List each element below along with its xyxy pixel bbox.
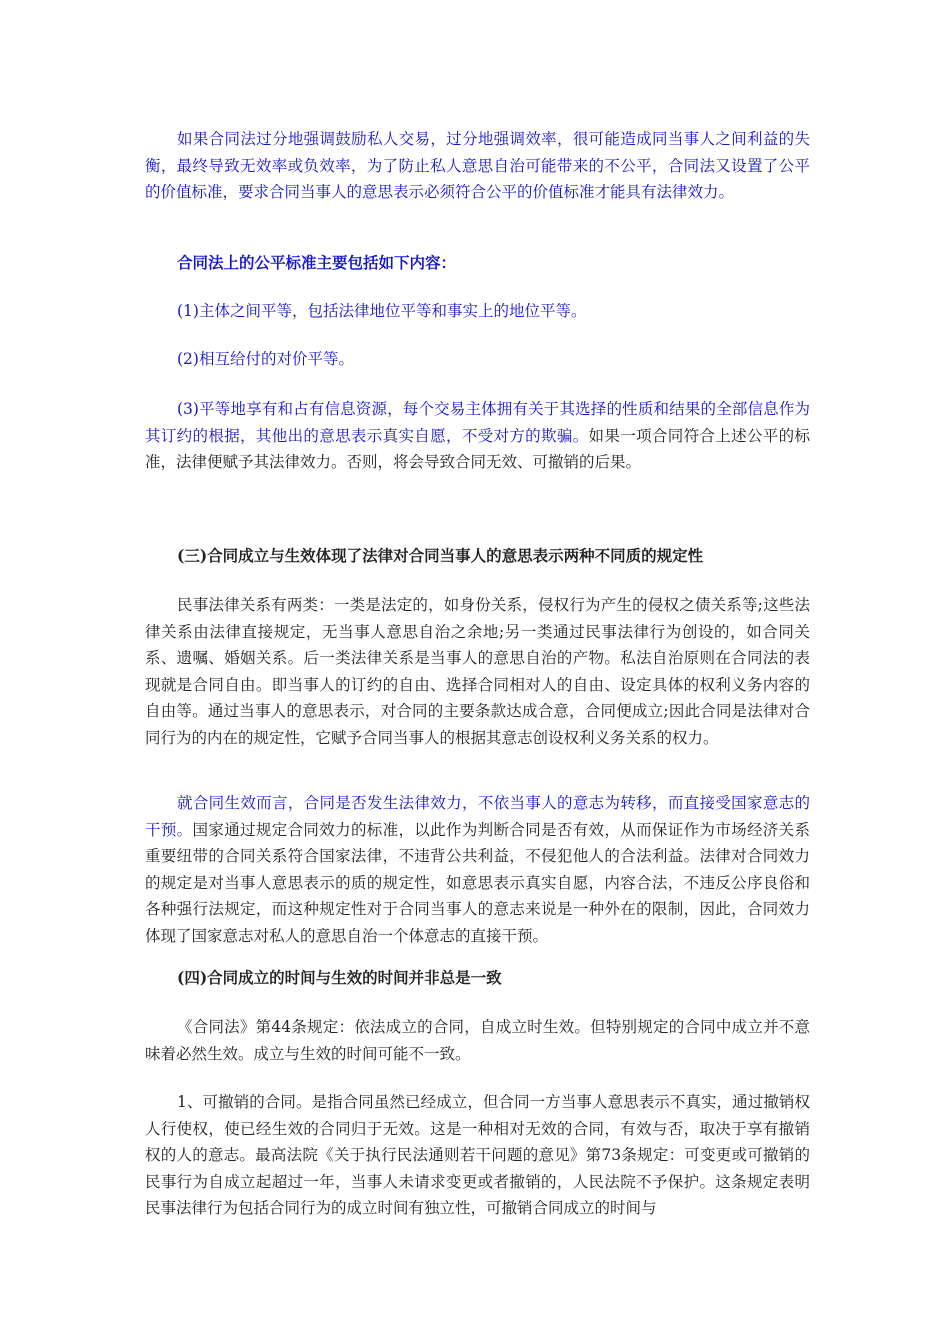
paragraph-contract-effectiveness-highlight: 就合同生效而言，合同是否发生法律效力，不依当事人的意志为转移，而直接受国家意志的干预。 [145, 794, 810, 839]
paragraph-contract-effectiveness [145, 790, 810, 949]
paragraph-fairness-standards-heading: 合同法上的公平标准主要包括如下内容： [177, 253, 457, 272]
paragraph-fairness-intro: 如果合同法过分地强调鼓励私人交易，过分地强调效率，很可能造成同当事人之间利益的失衡，最终导致无效率或负效率，为了防止私人意思自治可能带来的不公平，合同法又设置了公平的价值标准，要求合同当事人的意思表示必须符合公平的价值标准才能具有法律效力。 [145, 130, 810, 201]
paragraph-item-3-highlight: (3)平等地享有和占有信息资源，每个交易主体拥有关于其选择的性质和结果的全部信息作为其订约的根据，其他出的意思表示真实自愿，不受对方的欺骗。 [145, 400, 810, 445]
paragraph-contract-effectiveness-rest: 国家通过规定合同效力的标准，以此作为判断合同是否有效，从而保证作为市场经济关系重要纽带的合同关系符合国家法律，不违背公共利益，不侵犯他人的合法利益。法律对合同效力的规定是对当事人意思表示的质的规定性，如意思表示真实自愿，内容合法，不违反公序良俗和各种强行法规定，而这种规定性对于合同当事人的意志来说是一种外在的限制，因此，合同效力体现了国家意志对私人的意思自治一个体意志的直接干预。 [145, 820, 810, 945]
paragraph-item-1: (1)主体之间平等，包括法律地位平等和事实上的地位平等。 [177, 302, 587, 320]
paragraph-item-3 [145, 396, 810, 476]
paragraph-item-2: (2)相互给付的对价平等。 [177, 350, 354, 368]
paragraph-item-3-rest: 如果一项合同符合上述公平的标准，法律便赋予其法律效力。否则，将会导致合同无效、可撤销的后果。 [145, 426, 810, 471]
section-heading-4: (四)合同成立的时间与生效的时间并非总是一致 [177, 968, 502, 987]
paragraph-article-44: 《合同法》第44条规定：依法成立的合同，自成立时生效。但特别规定的合同中成立并不意味着必然生效。成立与生效的时间可能不一致。 [145, 1018, 810, 1063]
section-heading-3: (三)合同成立与生效体现了法律对合同当事人的意思表示两种不同质的规定性 [177, 546, 704, 565]
paragraph-revocable-contract: 1、可撤销的合同。是指合同虽然已经成立，但合同一方当事人意思表示不真实，通过撤销权人行使权，使已经生效的合同归于无效。这是一种相对无效的合同，有效与否，取决于享有撤销权的人的意志。最高法院《关于执行民法通则若干问题的意见》第73条规定：可变更或可撤销的民事行为自成立起超过一年，当事人未请求变更或者撤销的，人民法院不予保护。这条规定表明民事法律行为包括合同行为的成立时间有独立性，可撤销合同成立的时间与 [145, 1093, 810, 1217]
paragraph-civil-legal-relations: 民事法律关系有两类：一类是法定的，如身份关系，侵权行为产生的侵权之债关系等;这些法律关系由法律直接规定，无当事人意思自治之余地;另一类通过民事法律行为创设的，如合同关系、遗嘱、婚姻关系。后一类法律关系是当事人的意思自治的产物。私法自治原则在合同法的表现就是合同自由。即当事人的订约的自由、选择合同相对人的自由、设定具体的权利义务内容的自由等。通过当事人的意思表示，对合同的主要条款达成合意，合同便成立;因此合同是法律对合同行为的内在的规定性，它赋予合同当事人的根据其意志创设权利义务关系的权力。 [145, 596, 810, 747]
